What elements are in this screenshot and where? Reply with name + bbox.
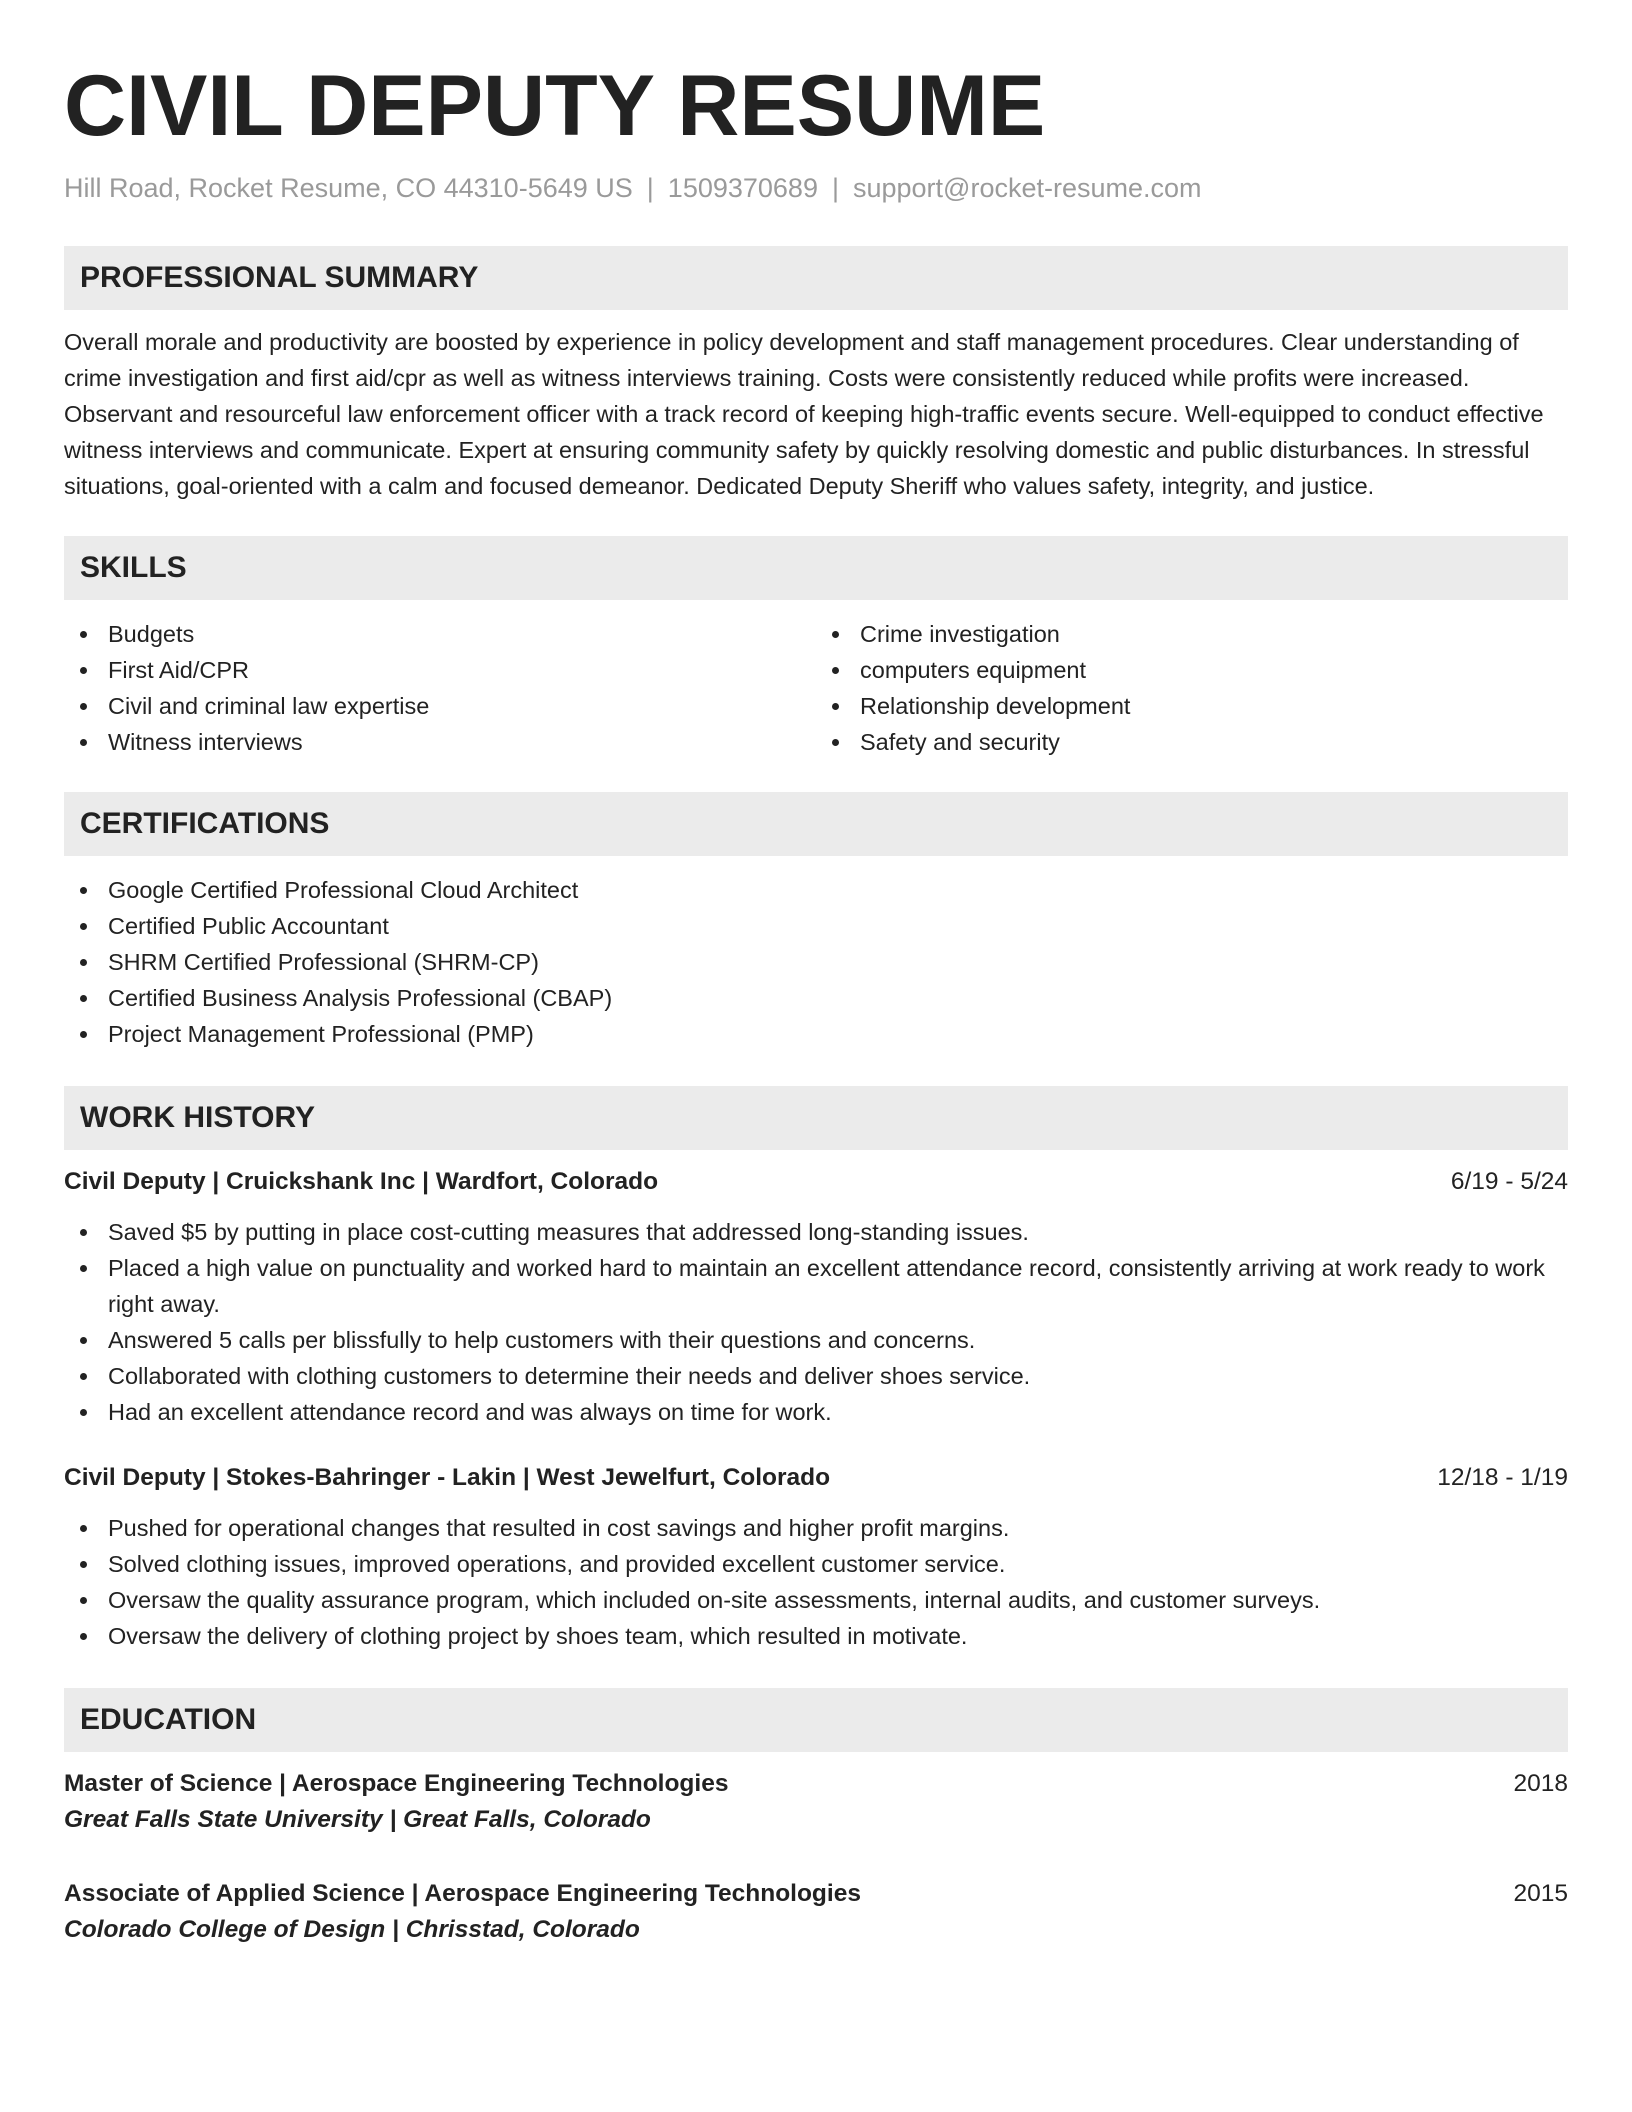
job-title: Civil Deputy | Stokes-Bahringer - Lakin | West Jewelfurt, Colorado: [64, 1464, 831, 1491]
job-bullets: [64, 1214, 1568, 1430]
job-bullet: Pushed for operational changes that resulted in cost savings and higher profit margins.: [64, 1510, 1568, 1546]
job-bullets: [64, 1510, 1568, 1654]
certification-item: Project Management Professional (PMP): [64, 1016, 1568, 1052]
education-school: Colorado College of Design | Chrisstad, Colorado: [64, 1916, 640, 1943]
contact-separator: |: [831, 173, 839, 203]
job-bullet: Had an excellent attendance record and was always on time for work.: [64, 1394, 1568, 1430]
job-header: [64, 1164, 1568, 1200]
job-bullet: Oversaw the quality assurance program, which included on-site assessments, internal audits, and customer surveys.: [64, 1582, 1568, 1618]
certification-item: Certified Business Analysis Professional (CBAP): [64, 980, 1568, 1016]
skill-item: Safety and security: [816, 724, 1568, 760]
job-dates: 6/19 - 5/24: [1450, 1168, 1568, 1195]
certification-item: Certified Public Accountant: [64, 908, 1568, 944]
certification-item: Google Certified Professional Cloud Architect: [64, 872, 1568, 908]
job-entry: [64, 1164, 1568, 1430]
education-entry: [64, 1876, 1568, 1948]
job-bullet: Oversaw the delivery of clothing project by shoes team, which resulted in motivate.: [64, 1618, 1568, 1654]
education-degree: Master of Science | Aerospace Engineering Technologies: [64, 1770, 729, 1797]
skill-item: Crime investigation: [816, 616, 1568, 652]
job-bullet: Answered 5 calls per blissfully to help customers with their questions and concerns.: [64, 1322, 1568, 1358]
education-degree: Associate of Applied Science | Aerospace Engineering Technologies: [64, 1880, 861, 1907]
job-bullet: Solved clothing issues, improved operations, and provided excellent customer service.: [64, 1546, 1568, 1582]
contact-separator: |: [646, 173, 654, 203]
skill-item: Witness interviews: [64, 724, 816, 760]
education-section: [64, 1688, 1568, 1948]
work-history-section: [64, 1086, 1568, 1654]
certification-item: SHRM Certified Professional (SHRM-CP): [64, 944, 1568, 980]
summary-text: Overall morale and productivity are boosted by experience in policy development and staff management procedures. Clear understanding of crime investigation and first aid/cpr as well as witness interviews training. Costs were consistently reduced while profits were increased. Observant and resourceful law enforcement officer with a track record of keeping high-traffic events secure. Well-equipped to conduct effective witness interviews and communicate. Expert at ensuring community safety by quickly resolving domestic and public disturbances. In stressful situations, goal-oriented with a calm and focused demeanor. Dedicated Deputy Sheriff who values safety, integrity, and justice.: [64, 329, 1544, 499]
resume-title: CIVIL DEPUTY RESUME: [64, 58, 1046, 154]
education-year: 2015: [1513, 1880, 1568, 1907]
job-bullet: Collaborated with clothing customers to determine their needs and deliver shoes service.: [64, 1358, 1568, 1394]
job-bullet: Placed a high value on punctuality and worked hard to maintain an excellent attendance record, consistently arriving at work ready to work right away.: [64, 1250, 1568, 1322]
education-header: [64, 1876, 1568, 1912]
skill-item: Budgets: [64, 616, 816, 652]
education-school: Great Falls State University | Great Falls, Colorado: [64, 1806, 651, 1833]
section-heading-summary: PROFESSIONAL SUMMARY: [64, 246, 1568, 310]
section-heading-certifications: CERTIFICATIONS: [64, 792, 1568, 856]
job-header: [64, 1460, 1568, 1496]
education-year: 2018: [1513, 1770, 1568, 1797]
section-heading-skills: SKILLS: [64, 536, 1568, 600]
skill-item: computers equipment: [816, 652, 1568, 688]
skills-section: [64, 536, 1568, 760]
contact-address: Hill Road, Rocket Resume, CO 44310-5649 US: [64, 173, 633, 203]
contact-email: support@rocket-resume.com: [852, 173, 1202, 203]
skills-list-left: [64, 616, 816, 760]
certifications-list: [64, 872, 1568, 1052]
job-entry: [64, 1460, 1568, 1654]
contact-phone: 1509370689: [667, 173, 818, 203]
job-bullet: Saved $5 by putting in place cost-cutting measures that addressed long-standing issues.: [64, 1214, 1568, 1250]
certifications-section: [64, 792, 1568, 1052]
skill-item: First Aid/CPR: [64, 652, 816, 688]
skill-item: Civil and criminal law expertise: [64, 688, 816, 724]
skills-grid: [64, 616, 1568, 760]
skill-item: Relationship development: [816, 688, 1568, 724]
section-heading-work-history: WORK HISTORY: [64, 1086, 1568, 1150]
summary-section: [64, 246, 1568, 504]
education-entry: [64, 1766, 1568, 1838]
contact-line: [64, 170, 1568, 206]
job-title: Civil Deputy | Cruickshank Inc | Wardfort, Colorado: [64, 1168, 659, 1195]
job-dates: 12/18 - 1/19: [1437, 1464, 1568, 1491]
education-header: [64, 1766, 1568, 1802]
skills-list-right: [816, 616, 1568, 760]
section-heading-education: EDUCATION: [64, 1688, 1568, 1752]
